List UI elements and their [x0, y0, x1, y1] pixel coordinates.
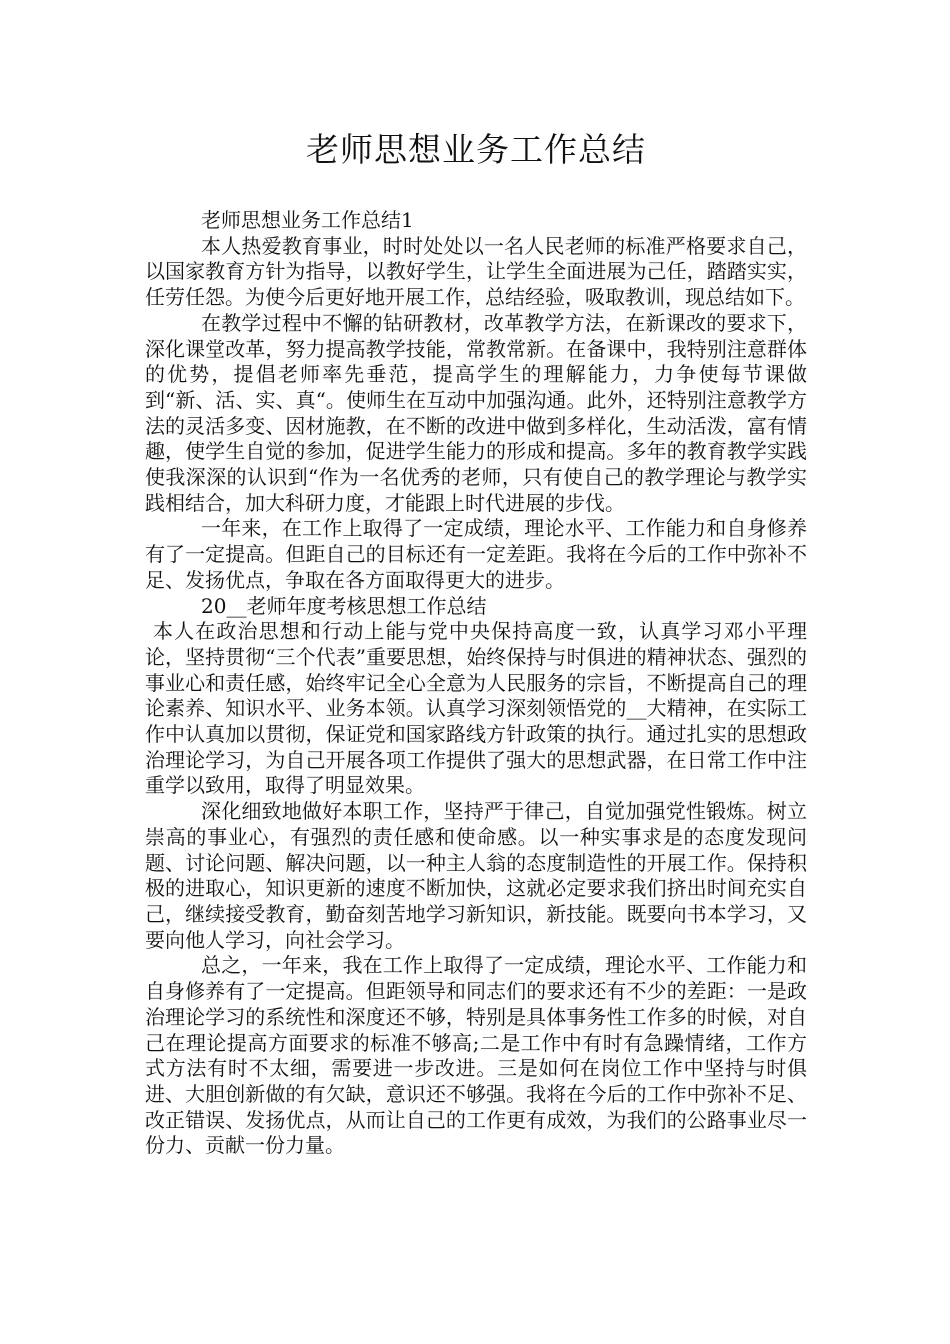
- document-body: [145, 128, 807, 1159]
- document-title: 老师思想业务工作总结: [306, 130, 646, 169]
- section-heading-2: 20__老师年度考核思想工作总结: [201, 593, 487, 618]
- section-heading-1: 老师思想业务工作总结1: [201, 208, 414, 232]
- paragraph-4: 本人在政治思想和行动上能与党中央保持高度一致，认真学习邓小平理论，坚持贯彻“三个代表”重要思想，始终保持与时俱进的精神状态、强烈的事业心和责任感，始终牢记全心全意为人民服务的宗旨，不断提高自己的理论素养、知识水平、业务本领。认真学习深刻领悟党的__大精神，在实际工作中认真加以贯彻，保证党和国家路线方针政策的执行。通过扎实的思想政治理论学习，为自己开展各项工作提供了强大的思想武器，在日常工作中注重学以致用，取得了明显效果。: [145, 619, 807, 798]
- paragraph-2: 在教学过程中不懈的钻研教材，改革教学方法，在新课改的要求下，深化课堂改革，努力提高教学技能，常教常新。在备课中，我特别注意群体的优势，提倡老师率先垂范，提高学生的理解能力，力争使每节课做到“新、活、实、真“。使师生在互动中加强沟通。此外，还特别注意教学方法的灵活多变、因材施教，在不断的改进中做到多样化，生动活泼，富有情趣，使学生自觉的参加，促进学生能力的形成和提高。多年的教育教学实践使我深深的认识到“作为一名优秀的老师，只有使自己的教学理论与教学实践相结合，加大科研力度，才能跟上时代进展的步伐。: [145, 310, 807, 515]
- paragraph-1: 本人热爱教育事业，时时处处以一名人民老师的标准严格要求自己，以国家教育方针为指导，以教好学生，让学生全面进展为己任，踏踏实实，任劳任怨。为使今后更好地开展工作，总结经验，吸取教训，现总结如下。: [145, 233, 807, 310]
- paragraph-5: 深化细致地做好本职工作，坚持严于律己，自觉加强党性锻炼。树立崇高的事业心，有强烈的责任感和使命感。以一种实事求是的态度发现问题、讨论问题、解决问题，以一种主人翁的态度制造性的开展工作。保持积极的进取心，知识更新的速度不断加快，这就必定要求我们挤出时间充实自己，继续接受教育，勤奋刻苦地学习新知识，新技能。既要向书本学习，又要向他人学习，向社会学习。: [145, 799, 807, 952]
- paragraph-3: 一年来，在工作上取得了一定成绩，理论水平、工作能力和自身修养有了一定提高。但距自己的目标还有一定差距。我将在今后的工作中弥补不足、发扬优点，争取在各方面取得更大的进步。: [145, 516, 807, 592]
- paragraph-6: 总之，一年来，我在工作上取得了一定成绩，理论水平、工作能力和自身修养有了一定提高。但距领导和同志们的要求还有不少的差距：一是政治理论学习的系统性和深度还不够，特别是具体事务性工作多的时候，对自己在理论提高方面要求的标准不够高;二是工作中有时有急躁情绪，工作方式方法有时不太细，需要进一步改进。三是如何在岗位工作中坚持与时俱进、大胆创新做的有欠缺，意识还不够强。我将在今后的工作中弥补不足、改正错误、发扬优点，从而让自己的工作更有成效，为我们的公路事业尽一份力、贡献一份力量。: [145, 953, 807, 1158]
